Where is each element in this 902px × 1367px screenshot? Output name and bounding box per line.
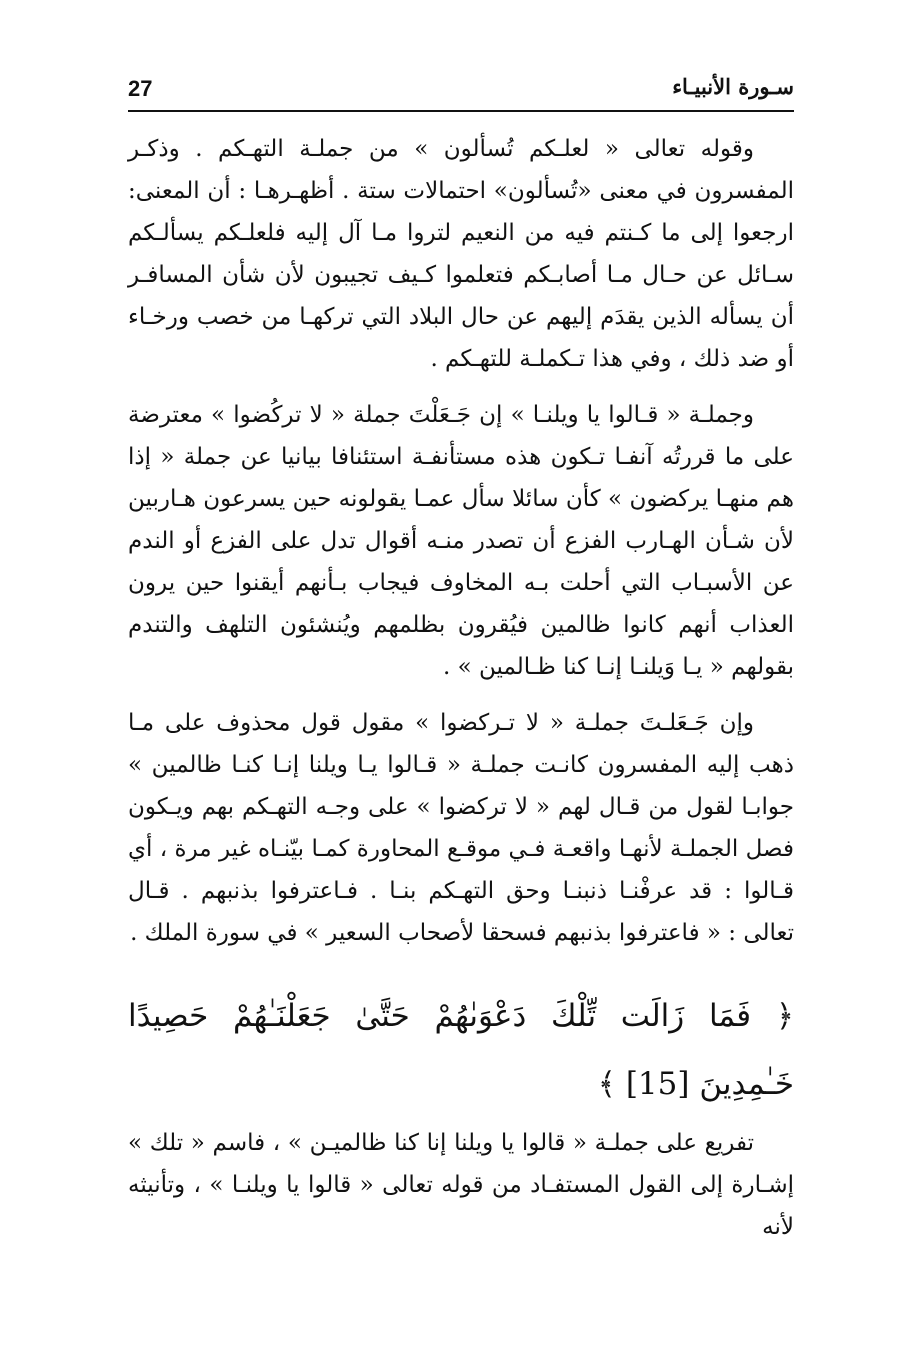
page-number: 27 [128, 76, 153, 101]
paragraph-3: وإن جَـعَلـتَ جملـة « لا تـركضوا » مقول قول محذوف على مـا ذهب إليه المفسرون كانـت جملـة « قـالوا يـا ويلنا إنـا كنـا ظالمين » جوابـا لقول من قـال لهم « لا تركضوا » على وجـه التهـكم بهم ويـكون فصل الجملـة لأنهـا واقعـة فـي موقـع المحاورة كمـا بيّنـاه غير مرة ، أي قـالوا : قد عرفْنـا ذنبنـا وحق التهـكم بنـا . فـاعترفوا بذنبهم . قـال تعالى : « فاعترفوا بذنبهم فسحقا لأصحاب السعير » في سورة الملك . [128, 710, 794, 946]
paragraph-4: تفريع على جملـة « قالوا يا ويلنا إنا كنا ظالميـن » ، فاسم « تلك » إشـارة إلى القول المستفـاد من قوله تعالى « قالوا يا ويلنـا » ، وتأنيثه لأنه [128, 1130, 794, 1240]
quran-verse: ﴿ فَمَا زَالَت تِّلْكَ دَعْوَىٰهُمْ حَتَّىٰ جَعَلْنَـٰهُمْ حَصِيدًا خَـٰمِدِينَ [15] ﴾ [128, 998, 794, 1102]
page-header [128, 68, 794, 108]
header-rule [128, 110, 794, 112]
paragraph-1: وقوله تعالى « لعلـكم تُسألون » من جملـة التهـكم . وذكـر المفسرون في معنى «تُسألون» احتمالات ستة . أظهـرهـا : أن المعنى: ارجعوا إلى ما كـنتم فيه من النعيم لتروا مـا آل إليه فلعلـكم يسألـكم سـائل عن حـال مـا أصابـكم فتعلموا كـيف تجيبون لأن شأن المسافـر أن يسأله الذين يقدَم إليهم عن حال البلاد التي تركهـا من خصب ورخـاء أو ضد ذلك ، وفي هذا تـكملـة للتهـكم . [128, 136, 794, 372]
verse-commentary [128, 1122, 794, 1248]
running-title: سـورة الأنبيـاء [672, 74, 794, 99]
paragraph-2: وجملـة « قـالوا يا ويلنـا » إن جَـعَلْتَ جملة « لا تركُضوا » معترضة على ما قررتُه آنفـا تـكون هذه مستأنفـة استئنافا بيانيا عن جملة « إذا هم منهـا يركضون » كأن سائلا سأل عمـا يقولونه حين يسرعون هـاربين لأن شـأن الهـارب الفزع أن تصدر منـه أقوال تدل على الفزع أو الندم عن الأسبـاب التي أحلت بـه المخاوف فيجاب بـأنهم أيقنوا حين يرون العذاب أنهم كانوا ظالمين فيُقرون بظلمهم ويُنشئون التلهف والتندم بقولهم « يـا وَيلنـا إنـا كنا ظـالمين » . [128, 402, 794, 680]
commentary-text [128, 128, 794, 954]
